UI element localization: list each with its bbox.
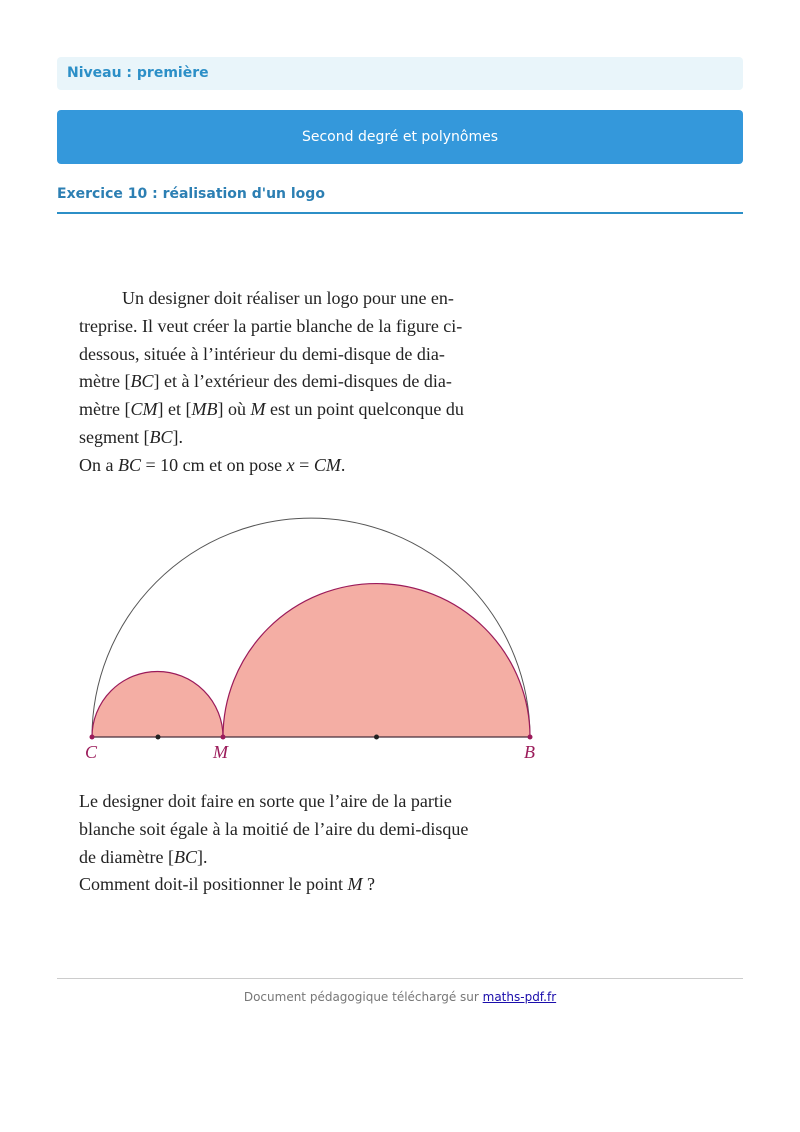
statement-line: [79, 396, 523, 424]
text-run: mètre [: [79, 371, 131, 392]
text-run: de diamètre [: [79, 846, 174, 867]
math-run: MB: [191, 399, 218, 420]
point-c: [90, 735, 95, 740]
text-run: ].: [172, 426, 183, 447]
point-m: [221, 735, 226, 740]
statement-line: Un designer doit réaliser un logo pour une en-: [122, 288, 454, 308]
logo-figure: [70, 500, 560, 770]
question-line: blanche soit égale à la moitié de l’aire du demi-disque: [79, 818, 469, 839]
question-line: [79, 844, 523, 872]
math-run: x: [286, 454, 295, 475]
question-line: Le designer doit faire en sorte que l’aire de la partie: [79, 791, 452, 811]
text-run: Comment doit-il positionner le point: [79, 874, 348, 895]
footer-divider: [57, 978, 743, 979]
chapter-title: Second degré et polynômes: [301, 129, 499, 145]
statement-line: [79, 424, 523, 452]
math-run: CM: [313, 454, 341, 475]
text-run: ?: [362, 874, 375, 895]
small-semicircle-cm: [92, 672, 223, 738]
question-text: [79, 788, 523, 899]
text-run: ] et à l’extérieur des demi-disques de dia-: [153, 371, 452, 392]
text-run: .: [340, 454, 346, 475]
question-line: [79, 871, 523, 899]
text-run: On a: [79, 454, 118, 475]
level-label: Niveau : première: [67, 65, 209, 81]
math-run: BC: [173, 846, 197, 867]
center-medium-dot: [374, 735, 379, 740]
statement-line: [79, 368, 523, 396]
math-run: BC: [130, 371, 154, 392]
label-b: B: [524, 742, 535, 762]
medium-semicircle-mb: [223, 584, 530, 737]
math-run: M: [347, 874, 363, 895]
exercise-title-text: Exercice 10 : réalisation d'un logo: [57, 186, 325, 202]
math-run: BC: [118, 454, 142, 475]
text-run: mètre [: [79, 399, 131, 420]
exercise-title: [57, 186, 743, 214]
text-run: ].: [196, 846, 208, 867]
text-run: =: [294, 454, 314, 475]
math-run: M: [250, 399, 266, 420]
statement-line: dessous, située à l’intérieur du demi-disque de dia-: [79, 343, 445, 364]
statement-line: [79, 452, 523, 480]
text-run: ] et [: [157, 399, 192, 420]
statement-line: treprise. Il veut créer la partie blanche de la figure ci-: [79, 315, 463, 336]
level-banner: [57, 57, 743, 90]
text-run: ] où: [217, 399, 251, 420]
footer: [0, 990, 800, 1004]
center-small-dot: [156, 735, 161, 740]
footer-text: Document pédagogique téléchargé sur: [243, 990, 483, 1004]
math-run: CM: [130, 399, 158, 420]
label-m: M: [213, 742, 228, 762]
point-b: [528, 735, 533, 740]
footer-link[interactable]: maths-pdf.fr: [482, 990, 557, 1004]
problem-statement: [79, 285, 523, 480]
label-c: C: [85, 742, 98, 762]
text-run: segment [: [79, 426, 150, 447]
text-run: est un point quelconque du: [265, 399, 464, 420]
text-run: = 10 cm et on pose: [141, 454, 287, 475]
chapter-banner: [57, 110, 743, 164]
math-run: BC: [149, 426, 173, 447]
